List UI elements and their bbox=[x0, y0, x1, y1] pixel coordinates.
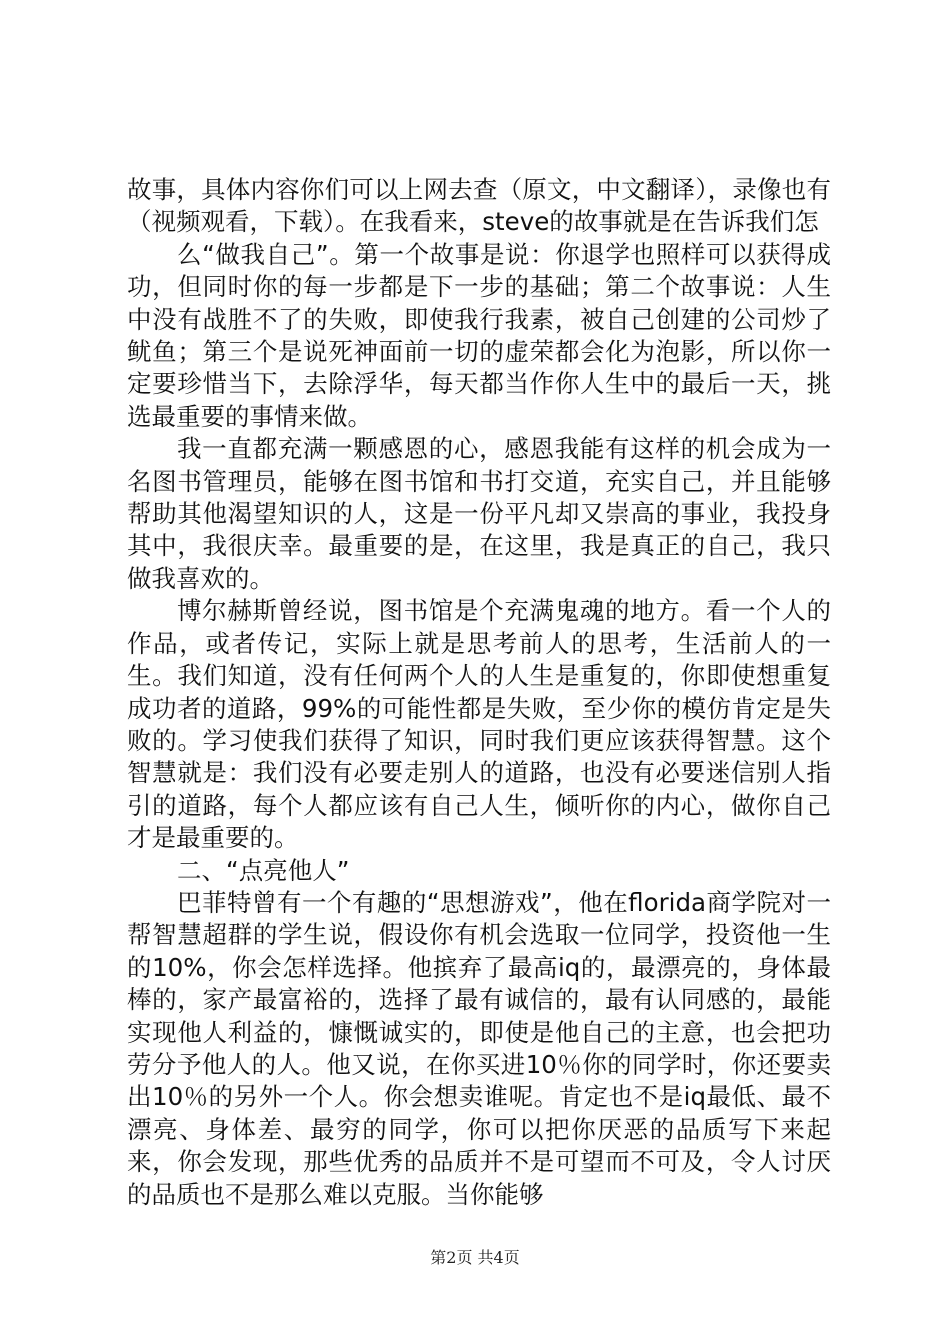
paragraph-buffett: 巴菲特曾有一个有趣的“思想游戏”，他在florida商学院对一帮智慧超群的学生说，假设你有机会选取一位同学，投资他一生的10%，你会怎样选择。他摈弃了最高iq的，最漂亮的，身体最棒的，家产最富裕的，选择了最有诚信的，最有认同感的，最能实现他人利益的，慷慨诚实的，即使是他自己的主意，也会把功劳分予他人的人。他又说，在你买进10％你的同学时，你还要卖出10％的另外一个人。你会想卖谁呢。肯定也不是iq最低、最不漂亮、身体差、最穷的同学，你可以把你厌恶的品质写下来起来，你会发现，那些优秀的品质并不是可望而不可及，令人讨厌的品质也不是那么难以克服。当你能够 bbox=[127, 887, 831, 1209]
paragraph-story-intro: 故事，具体内容你们可以上网去查（原文，中文翻译），录像也有（视频观看，下载）。在我看来，steve的故事就是在告诉我们怎 bbox=[127, 175, 831, 237]
paragraph-borges: 博尔赫斯曾经说，图书馆是个充满鬼魂的地方。看一个人的作品，或者传记，实际上就是思考前人的思考，生活前人的一生。我们知道，没有任何两个人的人生是重复的，你即使想重复成功者的道路，99%的可能性都是失败，至少你的模仿肯定是失败的。学习使我们获得了知识，同时我们更应该获得智慧。这个智慧就是：我们没有必要走别人的道路，也没有必要迷信别人指引的道路，每个人都应该有自己人生，倾听你的内心，做你自己才是最重要的。 bbox=[127, 596, 831, 853]
document-body bbox=[127, 174, 831, 1211]
paragraph-be-yourself: 么“做我自己”。第一个故事是说：你退学也照样可以获得成功，但同时你的每一步都是下一步的基础；第二个故事说：人生中没有战胜不了的失败，即使我行我素，被自己创建的公司炒了鱿鱼；第三个是说死神面前一切的虚荣都会化为泡影，所以你一定要珍惜当下，去除浮华，每天都当作你人生中的最后一天，挑选最重要的事情来做。 bbox=[127, 239, 831, 431]
paragraph-gratitude: 我一直都充满一颗感恩的心，感恩我能有这样的机会成为一名图书管理员，能够在图书馆和书打交道，充实自己，并且能够帮助其他渴望知识的人，这是一份平凡却又崇高的事业，我投身其中，我很庆幸。最重要的是，在这里，我是真正的自己，我只做我喜欢的。 bbox=[127, 434, 831, 593]
section-heading-light-others: 二、“点亮他人” bbox=[177, 855, 350, 885]
page-number-footer: 第2页 共4页 bbox=[430, 1248, 520, 1267]
